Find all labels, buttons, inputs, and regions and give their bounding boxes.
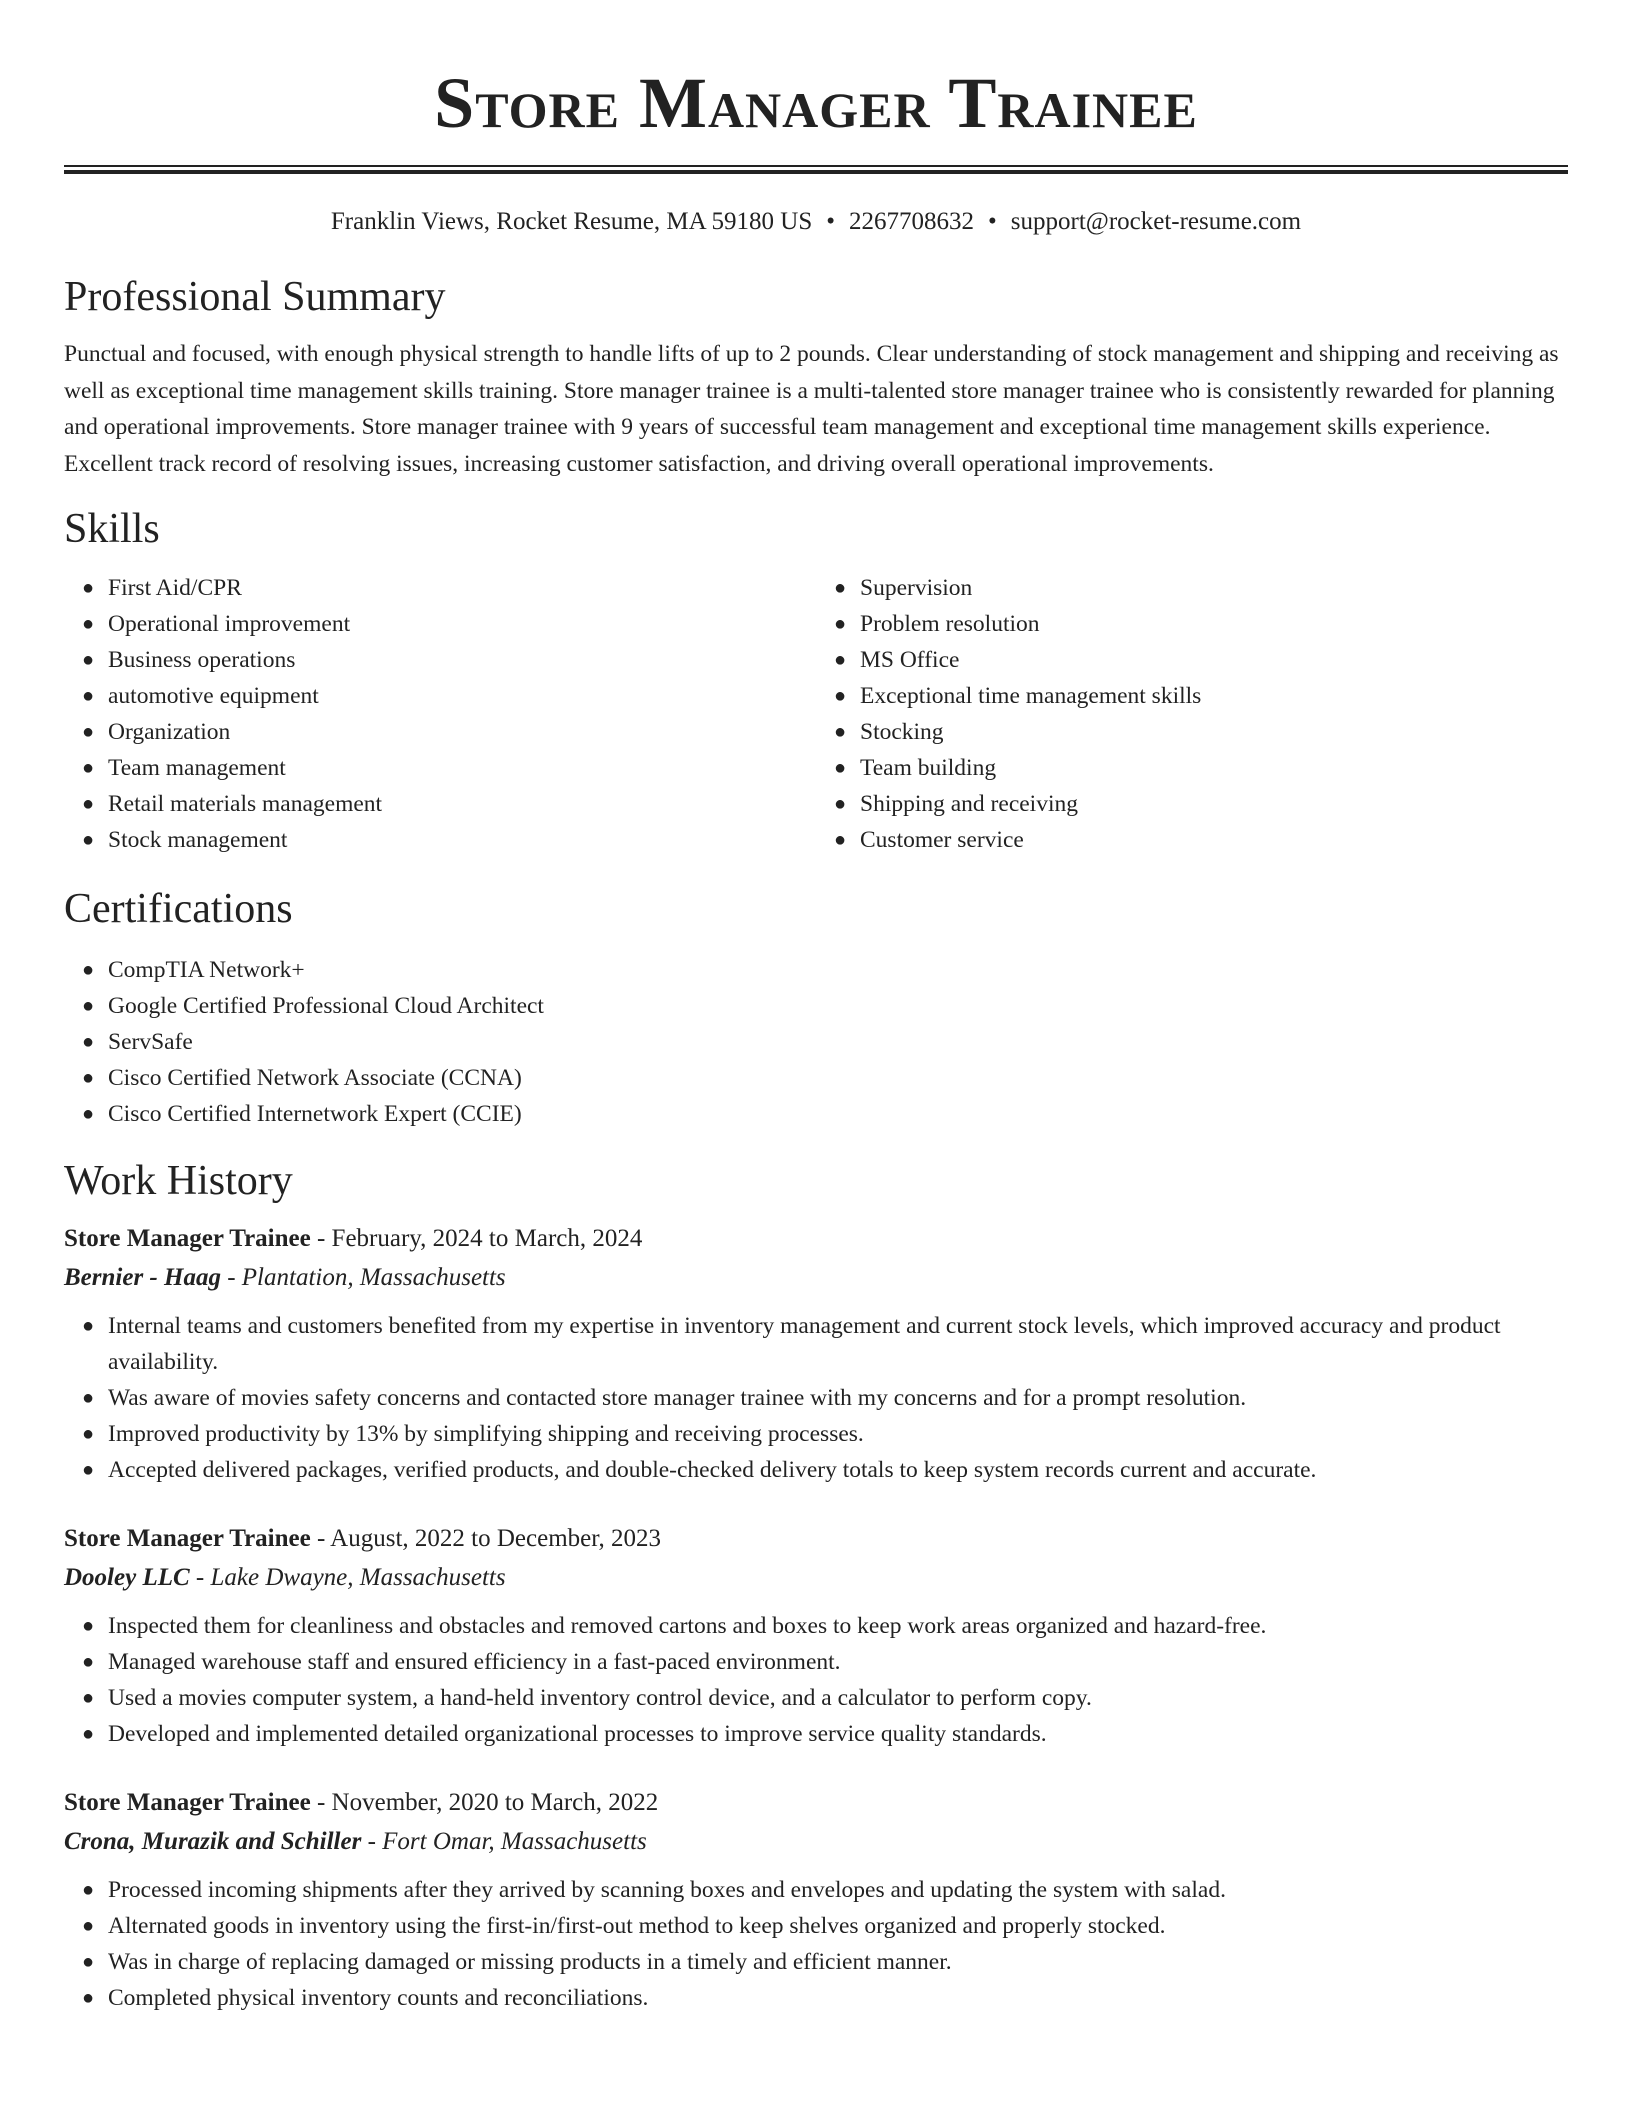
summary-section bbox=[64, 272, 1568, 482]
bullet-icon: ● bbox=[82, 1067, 95, 1089]
job-role: Store Manager Trainee bbox=[64, 1789, 311, 1816]
certification-text: CompTIA Network+ bbox=[108, 957, 305, 983]
bullet-icon: ● bbox=[82, 1459, 95, 1481]
bullet-icon: ● bbox=[834, 829, 847, 851]
contact-address: Franklin Views, Rocket Resume, MA 59180 US bbox=[330, 208, 813, 235]
bullet-icon: ● bbox=[82, 757, 95, 779]
job-duty bbox=[82, 1644, 1568, 1680]
job-company: Crona, Murazik and Schiller bbox=[64, 1828, 362, 1855]
certification-text: Google Certified Professional Cloud Architect bbox=[108, 993, 544, 1019]
job-location: Plantation, Massachusetts bbox=[241, 1264, 506, 1291]
job-company-line: Dooley LLC - Lake Dwayne, Massachusetts bbox=[64, 1564, 506, 1591]
bullet-icon: ● bbox=[834, 649, 847, 671]
skill-text: Shipping and receiving bbox=[860, 791, 1078, 817]
job-duty-text: Was in charge of replacing damaged or missing products in a timely and efficient manner. bbox=[108, 1949, 952, 1975]
certification-item bbox=[82, 988, 1568, 1024]
skill-text: Problem resolution bbox=[860, 611, 1040, 637]
bullet-icon: ● bbox=[82, 1687, 95, 1709]
job-duty-text: Developed and implemented detailed organizational processes to improve service quality standards. bbox=[108, 1721, 1047, 1747]
skill-item bbox=[834, 642, 1568, 678]
certification-text: Cisco Certified Network Associate (CCNA) bbox=[108, 1065, 522, 1091]
bullet-icon: ● bbox=[834, 577, 847, 599]
contact-separator: • bbox=[988, 208, 997, 235]
job-duty-text: Completed physical inventory counts and reconciliations. bbox=[108, 1985, 649, 2011]
job-entry bbox=[64, 1784, 1568, 2016]
certification-text: ServSafe bbox=[108, 1029, 193, 1055]
job-duty bbox=[82, 1980, 1568, 2016]
skill-item bbox=[834, 786, 1568, 822]
job-duty bbox=[82, 1416, 1568, 1452]
skill-text: Team building bbox=[860, 755, 997, 781]
job-duty bbox=[82, 1908, 1568, 1944]
job-role: Store Manager Trainee bbox=[64, 1225, 311, 1252]
skill-text: Organization bbox=[108, 719, 231, 745]
job-entry bbox=[64, 1220, 1568, 1488]
bullet-icon: ● bbox=[82, 1915, 95, 1937]
skill-item bbox=[82, 750, 816, 786]
certification-item bbox=[82, 1024, 1568, 1060]
job-company-line: Crona, Murazik and Schiller - Fort Omar, Massachusetts bbox=[64, 1828, 647, 1855]
skill-item bbox=[834, 822, 1568, 858]
job-company: Bernier - Haag bbox=[64, 1264, 221, 1291]
title-divider bbox=[64, 165, 1568, 174]
job-role: Store Manager Trainee bbox=[64, 1525, 311, 1552]
certification-item bbox=[82, 1060, 1568, 1096]
job-duty bbox=[82, 1452, 1568, 1488]
skill-item bbox=[82, 570, 816, 606]
job-company: Dooley LLC bbox=[64, 1564, 190, 1591]
job-duty bbox=[82, 1872, 1568, 1908]
job-duty-text: Improved productivity by 13% by simplifying shipping and receiving processes. bbox=[108, 1421, 864, 1447]
job-entry bbox=[64, 1520, 1568, 1752]
bullet-icon: ● bbox=[834, 793, 847, 815]
work-history-heading: Work History bbox=[64, 1158, 293, 1204]
skill-item bbox=[834, 714, 1568, 750]
job-duty-text: Was aware of movies safety concerns and contacted store manager trainee with my concerns and for a prompt resolution. bbox=[108, 1385, 1247, 1411]
job-title-line: Store Manager Trainee - August, 2022 to December, 2023 bbox=[64, 1525, 662, 1552]
certifications-section bbox=[64, 884, 1568, 1132]
job-duty bbox=[82, 1716, 1568, 1752]
skill-item bbox=[834, 678, 1568, 714]
job-dates: February, 2024 to March, 2024 bbox=[331, 1225, 643, 1252]
skills-list-right bbox=[816, 570, 1568, 858]
skills-columns bbox=[64, 570, 1568, 858]
bullet-icon: ● bbox=[82, 1951, 95, 1973]
certification-text: Cisco Certified Internetwork Expert (CCIE) bbox=[108, 1101, 522, 1127]
resume-page bbox=[64, 0, 1568, 2016]
job-duty bbox=[82, 1308, 1568, 1380]
skill-text: First Aid/CPR bbox=[108, 575, 242, 601]
contact-separator: • bbox=[826, 208, 836, 235]
contact-phone: 2267708632 bbox=[849, 208, 975, 235]
skill-text: Business operations bbox=[108, 647, 296, 673]
job-duty-text: Managed warehouse staff and ensured efficiency in a fast-paced environment. bbox=[108, 1649, 841, 1675]
bullet-icon: ● bbox=[834, 721, 847, 743]
bullet-icon: ● bbox=[82, 959, 95, 981]
bullet-icon: ● bbox=[82, 1615, 95, 1637]
bullet-icon: ● bbox=[82, 1315, 95, 1337]
bullet-icon: ● bbox=[82, 721, 95, 743]
bullet-icon: ● bbox=[82, 1423, 95, 1445]
skills-list-left bbox=[64, 570, 816, 858]
certification-item bbox=[82, 952, 1568, 988]
job-duty bbox=[82, 1608, 1568, 1644]
job-location: Lake Dwayne, Massachusetts bbox=[210, 1564, 506, 1591]
bullet-icon: ● bbox=[82, 829, 95, 851]
skill-text: Supervision bbox=[860, 575, 973, 601]
skill-text: Retail materials management bbox=[108, 791, 383, 817]
bullet-icon: ● bbox=[82, 1103, 95, 1125]
bullet-icon: ● bbox=[82, 1987, 95, 2009]
certification-item bbox=[82, 1096, 1568, 1132]
skill-text: automotive equipment bbox=[108, 683, 319, 709]
job-duty-text: Internal teams and customers benefited from my expertise in inventory management and current stock levels, which improved accuracy and product availability. bbox=[108, 1313, 1501, 1375]
job-duties-list bbox=[64, 1872, 1568, 2016]
skill-item bbox=[82, 786, 816, 822]
bullet-icon: ● bbox=[82, 577, 95, 599]
skill-text: MS Office bbox=[860, 647, 960, 673]
bullet-icon: ● bbox=[834, 613, 847, 635]
bullet-icon: ● bbox=[82, 793, 95, 815]
skill-item bbox=[82, 822, 816, 858]
skill-item bbox=[82, 606, 816, 642]
job-dates: November, 2020 to March, 2022 bbox=[331, 1789, 659, 1816]
job-duty-text: Alternated goods in inventory using the first-in/first-out method to keep shelves organized and properly stocked. bbox=[108, 1913, 1166, 1939]
job-title-line: Store Manager Trainee - November, 2020 to March, 2022 bbox=[64, 1789, 659, 1816]
bullet-icon: ● bbox=[82, 1723, 95, 1745]
skill-text: Team management bbox=[108, 755, 286, 781]
skills-heading: Skills bbox=[64, 506, 160, 552]
skill-text: Exceptional time management skills bbox=[860, 683, 1202, 709]
bullet-icon: ● bbox=[82, 1031, 95, 1053]
bullet-icon: ● bbox=[82, 685, 95, 707]
contact-email[interactable]: support@rocket-resume.com bbox=[1010, 208, 1302, 235]
contact-line bbox=[64, 207, 1568, 237]
job-duty bbox=[82, 1380, 1568, 1416]
job-duty-text: Accepted delivered packages, verified products, and double-checked delivery totals to keep system records current and accurate. bbox=[108, 1457, 1317, 1483]
certifications-heading: Certifications bbox=[64, 886, 293, 932]
job-duty-text: Used a movies computer system, a hand-held inventory control device, and a calculator to perform copy. bbox=[108, 1685, 1092, 1711]
certifications-list bbox=[64, 952, 1568, 1132]
skill-text: Operational improvement bbox=[108, 611, 351, 637]
job-duty-text: Inspected them for cleanliness and obstacles and removed cartons and boxes to keep work areas organized and hazard-free. bbox=[108, 1613, 1267, 1639]
skill-text: Customer service bbox=[860, 827, 1024, 853]
skill-item bbox=[834, 750, 1568, 786]
bullet-icon: ● bbox=[82, 1879, 95, 1901]
skill-item bbox=[82, 642, 816, 678]
job-duties-list bbox=[64, 1608, 1568, 1752]
job-duty bbox=[82, 1680, 1568, 1716]
bullet-icon: ● bbox=[834, 757, 847, 779]
skill-item bbox=[834, 606, 1568, 642]
bullet-icon: ● bbox=[82, 613, 95, 635]
bullet-icon: ● bbox=[82, 1387, 95, 1409]
bullet-icon: ● bbox=[834, 685, 847, 707]
skill-text: Stock management bbox=[108, 827, 288, 853]
skill-text: Stocking bbox=[860, 719, 944, 745]
job-location: Fort Omar, Massachusetts bbox=[382, 1828, 647, 1855]
summary-text: Punctual and focused, with enough physical strength to handle lifts of up to 2 pounds. Clear understanding of stock management and shipping and receiving as well as exceptional time management skills training. Store manager trainee is a multi-talented store manager trainee who is consistently rewarded for planning and operational improvements. Store manager trainee with 9 years of successful team management and exceptional time management skills experience. Excellent track record of resolving issues, increasing customer satisfaction, and driving overall operational improvements. bbox=[64, 341, 1559, 477]
job-company-line: Bernier - Haag - Plantation, Massachusetts bbox=[64, 1264, 506, 1291]
job-duties-list bbox=[64, 1308, 1568, 1488]
bullet-icon: ● bbox=[82, 649, 95, 671]
bullet-icon: ● bbox=[82, 995, 95, 1017]
summary-heading: Professional Summary bbox=[64, 274, 446, 320]
skill-item bbox=[82, 714, 816, 750]
bullet-icon: ● bbox=[82, 1651, 95, 1673]
job-duty-text: Processed incoming shipments after they arrived by scanning boxes and envelopes and updating the system with salad. bbox=[108, 1877, 1226, 1903]
work-history-section bbox=[64, 1156, 1568, 2016]
job-duty bbox=[82, 1944, 1568, 1980]
skills-section bbox=[64, 504, 1568, 858]
skill-item bbox=[82, 678, 816, 714]
resume-title: Store Manager Trainee bbox=[434, 63, 1198, 143]
skill-item bbox=[834, 570, 1568, 606]
job-dates: August, 2022 to December, 2023 bbox=[330, 1525, 662, 1552]
job-title-line: Store Manager Trainee - February, 2024 to March, 2024 bbox=[64, 1225, 643, 1252]
